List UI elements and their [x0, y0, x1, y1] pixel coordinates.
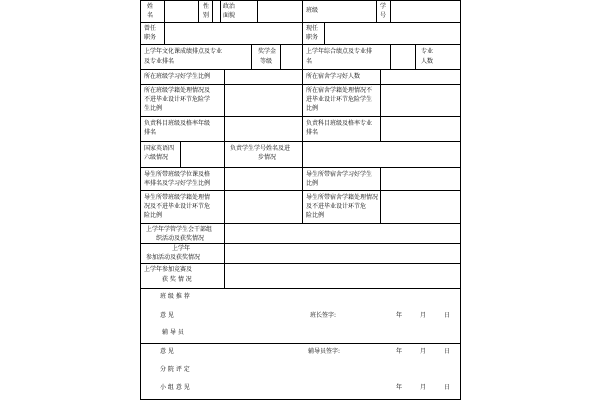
led-dorm-label-1: 导生所带宿舍学习好学生 [306, 171, 373, 178]
dorm-discipline-label-3: 比例 [306, 105, 319, 112]
name-label-1: 姓 [147, 3, 154, 10]
counselor-signature-label: 辅导员签字: [308, 348, 341, 355]
class-opinion-label: 意 见 [160, 312, 174, 319]
counselor-label: 辅 导 员 [162, 329, 184, 336]
date-year-2: 年 [396, 348, 403, 355]
politics-label-1: 政治 [223, 3, 236, 10]
last-year-grade-label-1: 上学年文化课成绩排点及专业 [144, 48, 223, 55]
dorm-discipline-label-1: 所在宿舍学籍处理情况不 [306, 87, 373, 94]
gender-label-2: 别 [203, 12, 210, 19]
activity-label-1: 上学年 [172, 245, 191, 252]
comprehensive-grade-label-2: 名 [306, 58, 313, 65]
activity-label-2: 参加活动及获奖情况 [146, 254, 201, 261]
date-month-1: 月 [420, 312, 427, 319]
student-id-label-2: 号 [380, 12, 387, 19]
scholarship-label-2: 等级 [260, 58, 273, 65]
date-month-2: 月 [420, 348, 427, 355]
led-dorm-discipline-label-2: 及不进毕业设计环节危 [306, 203, 367, 210]
led-class-label-1: 导生所带班级学位课及格 [144, 171, 211, 178]
former-position-label-2: 职务 [144, 34, 157, 41]
comprehensive-grade-label-1: 上学年综合绩点及专业排 [306, 48, 373, 55]
led-class-label-2: 率排名及学习好学生比例 [144, 180, 211, 187]
union-label-1: 上学年学管学生会干部组 [146, 226, 213, 233]
subject-major-rank-label-1: 负责科目班级及格率专业 [306, 120, 373, 127]
class-discipline-label-2: 不进毕业设计环节危险学 [144, 96, 211, 103]
subject-major-rank-label-2: 排名 [306, 129, 319, 136]
class-discipline-label-3: 生比例 [144, 105, 163, 112]
led-dorm-label-2: 比例 [306, 180, 319, 187]
date-year-3: 年 [396, 384, 403, 391]
cet-label-1: 国家英语四 [144, 145, 175, 152]
class-recommend-label: 班 级 推 荐 [160, 293, 190, 300]
group-opinion-label: 小 组 意 见 [160, 384, 190, 391]
subject-rank-label-1: 负责科目班级及格率年级 [144, 120, 211, 127]
last-year-grade-label-2: 及专业排名 [144, 58, 175, 65]
progress-label-1: 负责学生学号姓名及进 [230, 145, 291, 152]
led-dorm-discipline-label-1: 导生所带宿舍学籍处理情况 [306, 194, 379, 201]
competition-label-2: 获 奖 情 况 [162, 276, 192, 283]
led-class-discipline-label-1: 导生所带班级学籍处理情 [144, 194, 211, 201]
led-class-discipline-label-2: 况及不进毕业设计环节危 [144, 203, 211, 210]
date-year-1: 年 [396, 312, 403, 319]
current-position-label-1: 现任 [306, 25, 319, 32]
student-id-label-1: 学 [380, 3, 387, 10]
competition-label-1: 上学年参加竞赛及 [144, 266, 193, 273]
politics-label-2: 面貌 [223, 12, 236, 19]
scholarship-label-1: 奖学金 [258, 48, 277, 55]
subject-rank-label-2: 排名 [144, 129, 157, 136]
dorm-discipline-label-2: 进毕业设计环节危险学生 [306, 96, 373, 103]
current-position-label-2: 职务 [306, 34, 319, 41]
class-good-ratio-label: 所在班级学习好学生比例 [144, 73, 211, 80]
monitor-signature-label: 班长签字: [310, 312, 337, 319]
former-position-label-1: 曾任 [144, 25, 157, 32]
date-month-3: 月 [420, 384, 427, 391]
led-dorm-discipline-label-3: 险比例 [306, 212, 325, 219]
major-count-label-2: 人数 [421, 58, 434, 65]
class-discipline-label-1: 所在班级学籍处理情况及 [144, 87, 211, 94]
branch-evaluation-label: 分 院 评 定 [160, 366, 190, 373]
progress-label-2: 步情况 [258, 154, 277, 161]
union-label-2: 织活动及获奖情况 [156, 235, 205, 242]
cet-label-2: 六级情况 [144, 154, 169, 161]
evaluation-form [140, 0, 461, 400]
gender-label-1: 性 [203, 3, 210, 10]
led-class-discipline-label-3: 险比例 [144, 212, 163, 219]
class-label: 班级 [306, 7, 319, 14]
dorm-good-count-label: 所在宿舍学习好人数 [306, 73, 361, 80]
date-day-3: 日 [444, 384, 451, 391]
counselor-opinion-label: 意 见 [160, 348, 174, 355]
major-count-label-1: 专业 [421, 48, 434, 55]
date-day-1: 日 [444, 312, 451, 319]
date-day-2: 日 [444, 348, 451, 355]
name-label-2: 名 [147, 12, 154, 19]
